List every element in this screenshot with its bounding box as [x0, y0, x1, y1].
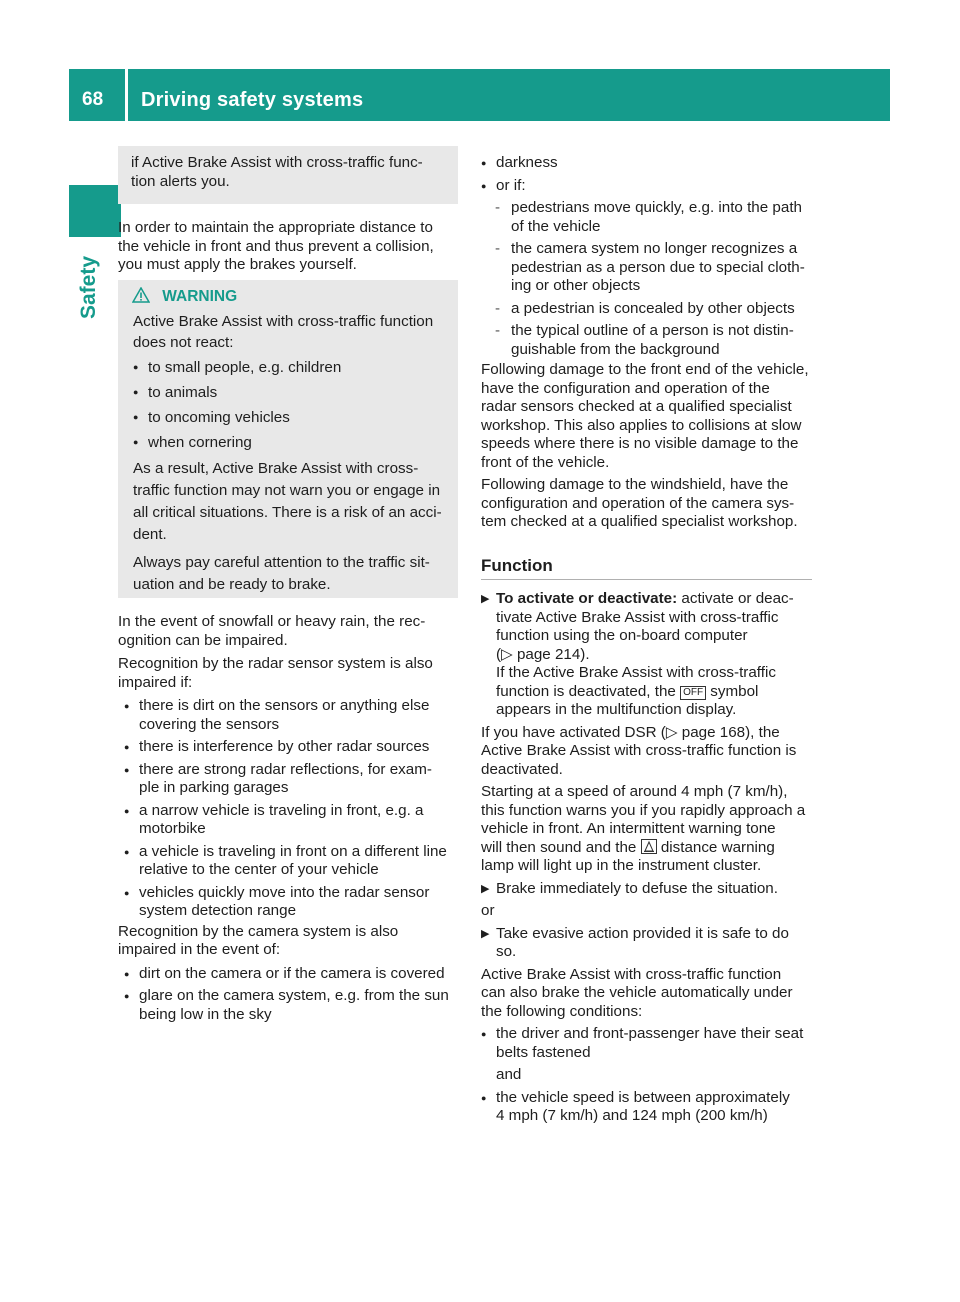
list-item: ● glare on the camera system, e.g. from the sun being low in the sky — [124, 987, 463, 1024]
right-body-bottom — [481, 590, 816, 1126]
right-body-top — [481, 154, 816, 532]
radar-intro: Recognition by the radar sensor system is also impaired if: — [118, 655, 433, 691]
dsr-paragraph: If you have activated DSR (▷ page 168), the Active Brake Assist with cross-traffic function is deactivated. — [481, 723, 797, 778]
sub-list-item: - the typical outline of a person is not distin- guishable from the background — [481, 322, 816, 359]
section-title: Driving safety systems — [141, 89, 364, 111]
or-text: or — [481, 902, 495, 919]
sub-list-item: - pedestrians move quickly, e.g. into the path of the vehicle — [481, 199, 816, 236]
list-item: ● a narrow vehicle is traveling in front, e.g. a motorbike — [124, 802, 463, 839]
list-item: ● or if: — [481, 177, 816, 196]
camera-intro: Recognition by the camera system is also impaired in the event of: — [118, 922, 399, 958]
list-item: ● there is interference by other radar sources — [124, 738, 463, 757]
list-item: ● a vehicle is traveling in front on a different line relative to the center of your vehicle — [124, 843, 463, 880]
list-item: ● to oncoming vehicles — [133, 408, 455, 427]
list-item: ● when cornering — [133, 433, 455, 452]
list-item: ● darkness — [481, 154, 816, 173]
warning-heading — [132, 287, 455, 306]
list-item: ● there are strong radar reflections, for exam- ple in parking garages — [124, 761, 463, 798]
list-item: ● the vehicle speed is between approximately 4 mph (7 km/h) and 124 mph (200 km/h) — [481, 1089, 816, 1126]
list-item: ● dirt on the camera or if the camera is covered — [124, 965, 463, 984]
sub-list-item: - a pedestrian is concealed by other objects — [481, 300, 816, 319]
warning-result: As a result, Active Brake Assist with cross- traffic function may not warn you or engage in all critical situations. There is a risk of an acci- dent. — [133, 460, 442, 543]
list-item: ● there is dirt on the sensors or anything else covering the sensors — [124, 697, 463, 734]
left-body — [118, 613, 463, 1024]
distance-warning-lamp-icon — [641, 839, 657, 854]
side-tab-label: Safety — [77, 255, 100, 319]
speed-paragraph: Starting at a speed of around 4 mph (7 km/h), this function warns you if you rapidly approach a vehicle in front. An intermittent warning tone will then sound and the distance warning lamp will light up in the instrument cluster. — [481, 783, 806, 874]
warning-triangle-icon — [132, 287, 150, 303]
list-item: ● the driver and front-passenger have their seat belts fastened and — [481, 1025, 816, 1085]
front-damage-paragraph: Following damage to the front end of the vehicle, have the configuration and operation of the radar sensors checked at a qualified specialist workshop. This also applies to collisions at slow speeds where there is no visible damage to the front of the vehicle. — [481, 361, 809, 471]
windshield-paragraph: Following damage to the windshield, have the configuration and operation of the camera sys- tem checked at a qualified specialist workshop. — [481, 476, 798, 530]
list-item: ● to small people, e.g. children — [133, 358, 455, 377]
warning-content: WARNING Active Brake Assist with cross-traffic function does not react: ● to small people, e.g. children ● to animals ● to oncoming vehicles ● when cornering As a result, Active Brake Assist with cross- traffic function may not warn you or engage in all critical situations. There is a risk of an acci- dent. Always pay careful attention to the traffic sit- uation and be ready to brake. — [133, 287, 455, 596]
warning-advice: Always pay careful attention to the traffic sit- uation and be ready to brake. — [133, 554, 430, 593]
evasive-step: ▶ Take evasive action provided it is safe to do so. — [481, 925, 816, 962]
distance-paragraph: In order to maintain the appropriate distance to the vehicle in front and thus prevent a collision, you must apply the brakes yourself. — [118, 219, 434, 273]
header-divider — [125, 69, 128, 121]
function-heading: Function — [481, 556, 553, 575]
snow-paragraph: In the event of snowfall or heavy rain, the rec- ognition can be impaired. — [118, 613, 426, 649]
auto-brake-paragraph: Active Brake Assist with cross-traffic function can also brake the vehicle automatically under the following conditions: — [481, 965, 793, 1020]
page-number: 68 — [82, 89, 104, 110]
brake-step: ▶ Brake immediately to defuse the situation. — [481, 880, 816, 899]
side-tab-marker — [69, 185, 121, 237]
warning-title: WARNING — [162, 288, 238, 305]
heading-rule — [481, 579, 812, 580]
list-item: ● vehicles quickly move into the radar sensor system detection range — [124, 884, 463, 921]
continued-warning-text: if Active Brake Assist with cross-traffic func- tion alerts you. — [131, 154, 423, 190]
assist-off-icon: OFF — [680, 686, 706, 700]
activation-step: ▶ To activate or deactivate: activate or deac- tivate Active Brake Assist with cross-traffic function using the on-board computer (▷ page 214). If the Active Brake Assist with cross-traffic function is deactivated, the OFF symbol appears in the multifunction display. — [481, 590, 816, 720]
sub-list-item: - the camera system no longer recognizes a pedestrian as a person due to special cloth- ing or other objects — [481, 240, 816, 296]
list-item: ● to animals — [133, 383, 455, 402]
